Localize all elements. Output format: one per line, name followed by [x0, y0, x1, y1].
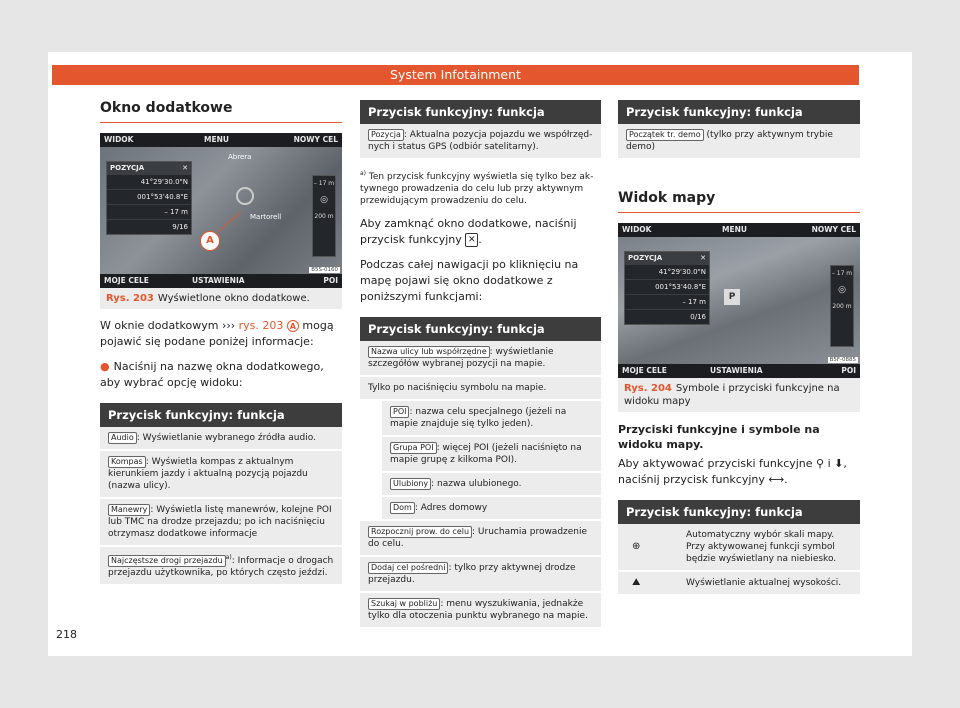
function-key: Pozycja	[368, 129, 404, 141]
figure-panel-pozycja	[624, 251, 710, 325]
paragraph	[360, 216, 601, 248]
row-text: : Informacje o drogach przejazdu użytkownika, po których często jeździ.	[108, 556, 334, 578]
text: W oknie dodatkowym ›››	[100, 319, 239, 332]
table-row	[360, 377, 601, 401]
caption-text: Symbole i przyciski funkcyjne na widoku mapy	[624, 383, 840, 407]
paragraph: Podczas całej nawigacji po kliknięciu na mapę pojawi się okno dodatkowe z poniższymi funkcjami:	[360, 258, 579, 303]
row-text: : wyświetlanie szczegółów wybranej pozycji na mapie.	[368, 347, 554, 369]
figure-bottom-bar	[100, 274, 342, 288]
callout-ref: A	[287, 320, 299, 332]
figure-side-panel	[830, 265, 854, 347]
function-key: Dodaj cel pośredni	[368, 562, 448, 574]
function-key: Grupa POI	[390, 442, 437, 454]
function-key: Nazwa ulicy lub współrzędne	[368, 346, 490, 358]
fig-btn-menu: MENU	[204, 135, 229, 144]
map-label-abrera: Abrera	[228, 153, 252, 161]
function-key: Ulubiony	[390, 478, 431, 490]
row-text: : więcej POI (jeżeli naciśnięto na mapie grupę z kilkoma POI).	[390, 443, 582, 465]
fig-btn-menu: MENU	[722, 225, 747, 234]
panel-row: – 17 m	[107, 204, 191, 219]
text: Naciśnij na nazwę okna dodatkowego, aby wybrać opcję widoku:	[100, 360, 324, 389]
bullet-icon: ●	[100, 360, 110, 373]
figure-caption	[100, 288, 342, 309]
fig-btn-widok: WIDOK	[104, 135, 134, 144]
table-row	[360, 521, 601, 557]
fig-btn-ustawienia: USTAWIENIA	[710, 366, 763, 375]
function-key: Audio	[108, 432, 137, 444]
caption-text: Wyświetlone okno dodatkowe.	[157, 293, 310, 304]
row-text: : nazwa ulubionego.	[431, 479, 522, 489]
close-icon: ✕	[182, 164, 188, 172]
function-key: POI	[390, 406, 409, 418]
page-number: 218	[56, 628, 77, 641]
table-row	[360, 593, 601, 629]
function-key: Dom	[390, 502, 415, 514]
table-row	[382, 497, 601, 521]
auto-zoom-icon: ⊕	[632, 541, 641, 552]
panel-title: POZYCJA	[628, 254, 663, 262]
panel-title: POZYCJA	[110, 164, 145, 172]
row-text: : tylko przy aktywnej drodze przejazdu.	[368, 563, 576, 585]
table-row	[618, 124, 860, 160]
figure-top-bar	[618, 223, 860, 237]
table-header: Przycisk funkcyjny: funkcja	[618, 100, 860, 124]
row-text: Wyświetlanie aktualnej wysokości.	[686, 578, 842, 588]
table-row	[100, 547, 342, 586]
section-title-okno-dodatkowe: Okno dodatkowe	[100, 100, 342, 123]
altitude-icon: ⛰	[632, 577, 641, 588]
map-position-icon	[236, 187, 254, 205]
text: .	[478, 233, 482, 246]
side-item: 200 m	[832, 303, 852, 310]
figure-top-bar	[100, 133, 342, 147]
function-key: Szukaj w pobliżu	[368, 598, 440, 610]
paragraph	[100, 318, 342, 350]
function-table-2	[360, 317, 601, 629]
function-key: Rozpocznij prow. do celu	[368, 526, 472, 538]
row-text: : menu wyszukiwania, jednakże tylko dla otoczenia punktu wybranego na mapie.	[368, 599, 588, 621]
row-text: : Uruchamia prowadzenie do celu.	[368, 527, 588, 549]
fig-btn-moje-cele: MOJE CELE	[622, 366, 667, 375]
fig-btn-moje-cele: MOJE CELE	[104, 276, 149, 285]
function-table-1	[100, 403, 342, 586]
table-row	[360, 341, 601, 377]
table-row	[100, 499, 342, 547]
side-item: 200 m	[314, 213, 334, 220]
table-row	[360, 557, 601, 593]
figure-204	[618, 223, 860, 378]
figure-203	[100, 133, 342, 288]
paragraph: Aby aktywować przyciski funkcyjne ⚲ i ⬇, naciśnij przycisk funkcyjny ⟷.	[618, 457, 847, 486]
compass-icon: ◎	[320, 195, 328, 205]
footnote-mark: a)	[225, 554, 232, 561]
figure-panel-pozycja	[106, 161, 192, 235]
function-table-2-cont	[618, 100, 860, 160]
table-row	[618, 572, 860, 596]
table-row	[618, 524, 860, 572]
fig-btn-widok: WIDOK	[622, 225, 652, 234]
table-header: Przycisk funkcyjny: funkcja	[100, 403, 342, 427]
symbol-table	[618, 500, 860, 596]
map-label-martorell: Martorell	[250, 213, 282, 221]
table-row	[382, 473, 601, 497]
table-row	[100, 427, 342, 451]
fig-btn-poi: POI	[323, 276, 338, 285]
footnote	[360, 168, 601, 207]
row-text: Tylko po naciśnięciu symbolu na mapie.	[368, 383, 547, 393]
table-header: Przycisk funkcyjny: funkcja	[360, 100, 601, 124]
figure-caption	[618, 378, 860, 412]
close-icon: ✕	[700, 254, 706, 262]
column-3	[618, 100, 860, 596]
panel-row: 0/16	[625, 309, 709, 324]
function-key: Początek tr. demo	[626, 129, 704, 141]
figure-bottom-bar	[618, 364, 860, 378]
panel-row: 001°53'40.8"E	[107, 189, 191, 204]
row-text: Automatyczny wybór skali mapy. Przy aktywowanej funkcji symbol będzie wyświetlany na niebiesko.	[686, 530, 837, 564]
callout-a: A	[200, 231, 220, 251]
panel-row: 001°53'40.8"E	[625, 279, 709, 294]
caption-ref: Rys. 203	[106, 293, 154, 304]
function-key: Manewry	[108, 504, 150, 516]
figure-side-panel	[312, 175, 336, 257]
figure-code: B5S-0160	[311, 267, 338, 273]
table-row	[382, 437, 601, 473]
function-key: Kompas	[108, 456, 146, 468]
side-item: – 17 m	[313, 180, 335, 187]
row-text: : Wyświetla kompas z aktualnym kierunkiem jazdy i aktualną pozycją pojazdu (nazwa ulicy).	[108, 457, 308, 491]
caption-ref: Rys. 204	[624, 383, 672, 394]
function-table-1-cont	[360, 100, 601, 160]
table-header: Przycisk funkcyjny: funkcja	[618, 500, 860, 524]
footnote-mark: a)	[360, 170, 367, 177]
fig-btn-nowy-cel: NOWY CEL	[293, 135, 338, 144]
row-text: : Wyświetlanie wybranego źródła audio.	[136, 433, 316, 443]
text: mogą pojawić się podane poniżej informacje:	[100, 319, 334, 348]
fig-btn-ustawienia: USTAWIENIA	[192, 276, 245, 285]
side-item: – 17 m	[831, 270, 853, 277]
table-row	[100, 451, 342, 499]
footnote-text: Ten przycisk funkcyjny wyświetla się tylko bez aktywnego prowadzenia do celu lub przy aktywnym przewidującym prowadzeniu do celu.	[360, 172, 594, 206]
row-text: : nazwa celu specjalnego (jeżeli na mapie znajduje się tylko jeden).	[390, 407, 567, 429]
table-header: Przycisk funkcyjny: funkcja	[360, 317, 601, 341]
row-text: (tylko przy aktywnym trybie demo)	[626, 130, 833, 152]
function-key: Najczęstsze drogi przejazdu	[108, 555, 226, 567]
panel-row: 41°29'30.0"N	[107, 174, 191, 189]
text: Aby zamknąć okno dodatkowe, naciśnij przycisk funkcyjny	[360, 217, 577, 246]
row-text: : Wyświetla listę manewrów, kolejne POI lub TMC na drodze przejazdu; po ich naciśnięciu otrzymasz dodatkowe informacje	[108, 505, 332, 539]
fig-btn-nowy-cel: NOWY CEL	[811, 225, 856, 234]
figure-code: B5F-0885	[829, 357, 856, 363]
fig-btn-poi: POI	[841, 366, 856, 375]
row-text: : Aktualna pozycja pojazdu we współrzędnych i status GPS (odbiór satelitarny).	[368, 130, 593, 152]
column-1	[100, 100, 342, 586]
figure-link[interactable]: rys. 203	[238, 319, 284, 332]
table-row	[360, 124, 601, 160]
compass-icon: ◎	[838, 285, 846, 295]
panel-row: – 17 m	[625, 294, 709, 309]
parking-icon: P	[724, 289, 740, 305]
panel-row: 9/16	[107, 219, 191, 234]
close-button-icon: ✕	[465, 233, 478, 247]
panel-row: 41°29'30.0"N	[625, 264, 709, 279]
section-title-widok-mapy: Widok mapy	[618, 190, 860, 213]
row-text: : Adres domowy	[414, 503, 488, 513]
bullet-paragraph	[100, 359, 342, 391]
subheading: Przyciski funkcyjne i symbole na widoku mapy.	[618, 423, 820, 451]
table-row	[382, 401, 601, 437]
page-header: System Infotainment	[52, 65, 859, 85]
column-2	[360, 100, 601, 629]
